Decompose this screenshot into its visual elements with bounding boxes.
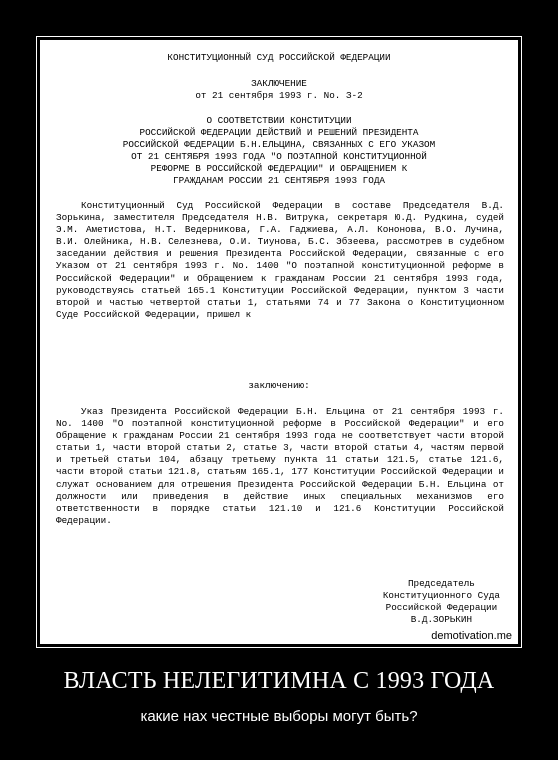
watermark: demotivation.me [431, 629, 512, 642]
subject-line: ГРАЖДАНАМ РОССИИ 21 СЕНТЯБРЯ 1993 ГОДА [172, 175, 385, 186]
court-title: КОНСТИТУЦИОННЫЙ СУД РОССИЙСКОЙ ФЕДЕРАЦИИ [167, 52, 391, 63]
paragraph-preamble: Конституционный Суд Российской Федерации в составе Председателя В.Д. Зорькина, заместителя Председателя Н.В. Витрука, секретаря Ю.Д. Рудкина, судей Э.М. Аметистова, Н.Т. Ведерникова, Г.А. Гаджиева, А.Л. Кононова, В.О. Лучина, В.И. Олейника, Н.В. Селезнева, О.И. Тиунова, Б.С. Эбзеева, рассмотрев в судебном заседании действия и решения Президента Российской Федерации, связанные с его Указом от 21 сентября 1993 г. No. 1400 "О поэтапной конституционной реформе в Российской Федерации" и Обращением к гражданам России 21 сентября 1993 года, руководствуясь статьей 165.1 Конституции Российской Федерации, пунктом 3 части второй и частью четвертой статьи 1, статьями 74 и 77 Закона о Конституционном Суде Российской Федерации, пришел к [56, 200, 504, 320]
conclusion-label: заключению: [248, 380, 310, 391]
subject-line: РОССИЙСКОЙ ФЕДЕРАЦИИ Б.Н.ЕЛЬЦИНА, СВЯЗАННЫХ С ЕГО УКАЗОМ [122, 139, 436, 150]
poster-title: ВЛАСТЬ НЕЛЕГИТИМНА С 1993 ГОДА [63, 668, 495, 694]
subject-line: РЕФОРМЕ В РОССИЙСКОЙ ФЕДЕРАЦИИ" И ОБРАЩЕНИЕМ К [150, 163, 408, 174]
subject-line: РОССИЙСКОЙ ФЕДЕРАЦИИ ДЕЙСТВИЙ И РЕШЕНИЙ ПРЕЗИДЕНТА [139, 127, 419, 138]
document-image [40, 40, 518, 644]
paragraph-conclusion: Указ Президента Российской Федерации Б.Н. Ельцина от 21 сентября 1993 г. No. 1400 "О поэтапной конституционной реформе в Российской Федерации" и его Обращение к гражданам России 21 сентября 1993 года не соответствует части второй статьи 1, части второй статьи 2, статье 3, части второй статьи 4, частям первой и третьей статьи 104, абзацу третьему пункта 11 статьи 121.5, статье 121.6, части второй статьи 121.8, статьям 165.1, 177 Конституции Российской Федерации и служат основанием для отрешения Президента Российской Федерации Б.Н. Ельцина от должности или приведения в действие иных специальных механизмов его ответственности в порядке статьи 121.10 и 121.6 Конституции Российской Федерации. [56, 406, 504, 526]
signature-block: Председатель Конституционного Суда Российской Федерации В.Д.ЗОРЬКИН [382, 578, 500, 626]
subject-line: О СООТВЕТСТВИИ КОНСТИТУЦИИ [206, 115, 352, 126]
subject-line: ОТ 21 СЕНТЯБРЯ 1993 ГОДА "О ПОЭТАПНОЙ КОНСТИТУЦИОННОЙ [131, 151, 427, 162]
doc-date: от 21 сентября 1993 г. No. З-2 [195, 90, 363, 101]
poster-subtitle: какие нах честные выборы могут быть? [140, 708, 418, 725]
doc-type: ЗАКЛЮЧЕНИЕ [251, 78, 307, 89]
